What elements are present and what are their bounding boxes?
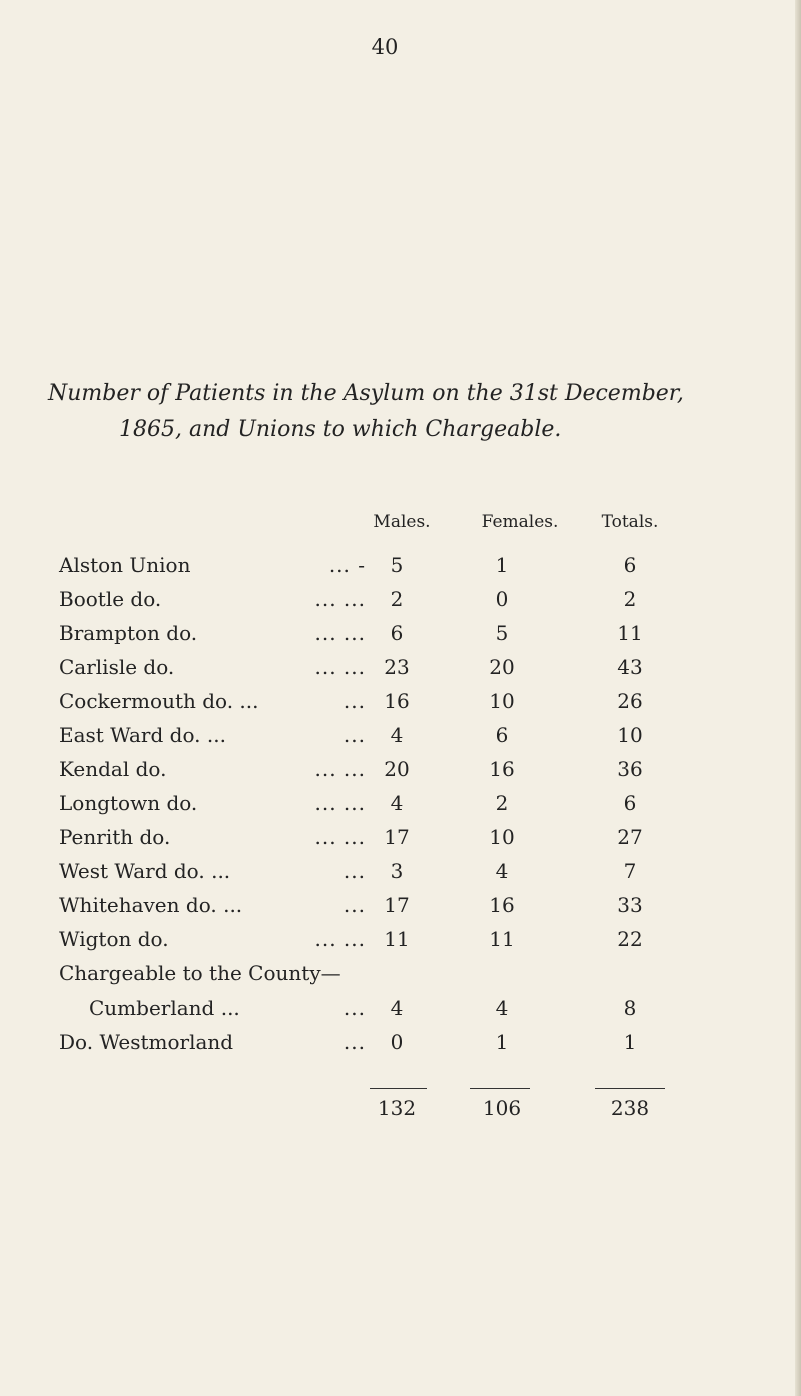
leader-dots: ...: [343, 1030, 366, 1054]
union-name: Wigton do.: [59, 927, 169, 951]
males-value: 11: [384, 927, 410, 951]
title-line-2: 1865, and Unions to which Chargeable.: [119, 417, 562, 442]
chargeable-heading: Chargeable to the County—: [59, 961, 341, 985]
totals-value: 11: [617, 621, 643, 645]
totals-value: 2: [623, 587, 637, 611]
table-row: [0, 621, 801, 655]
table-row: [0, 927, 801, 961]
sum-rule-totals: [595, 1088, 665, 1089]
males-value: 20: [384, 757, 410, 781]
table-title: [48, 376, 788, 448]
totals-value: 33: [617, 893, 643, 917]
females-value: 5: [495, 621, 509, 645]
totals-value: 6: [623, 553, 637, 577]
females-value: 4: [495, 996, 509, 1020]
table-row: [0, 689, 801, 723]
males-value: 5: [390, 553, 404, 577]
females-value: 16: [489, 893, 515, 917]
union-name: Cockermouth do. ...: [59, 689, 259, 713]
union-name: East Ward do. ...: [59, 723, 226, 747]
title-line-1: Number of Patients in the Asylum on the 31st December,: [48, 381, 684, 406]
total-males: 132: [377, 1096, 417, 1120]
table-row: [0, 587, 801, 621]
grand-total: 238: [610, 1096, 650, 1120]
males-value: 4: [390, 723, 404, 747]
leader-dots: ...: [343, 893, 366, 917]
leader-dots: ... ...: [314, 655, 366, 679]
males-value: 3: [390, 859, 404, 883]
union-name: Longtown do.: [59, 791, 198, 815]
leader-dots: ... ...: [314, 791, 366, 815]
leader-dots: ... ...: [314, 825, 366, 849]
totals-value: 6: [623, 791, 637, 815]
leader-dots: ... ...: [314, 587, 366, 611]
females-value: 1: [495, 1030, 509, 1054]
leader-dots: ...: [343, 996, 366, 1020]
union-name: Penrith do.: [59, 825, 171, 849]
county-name: Cumberland ...: [89, 996, 240, 1020]
union-name: Alston Union: [59, 553, 191, 577]
totals-value: 10: [617, 723, 643, 747]
females-value: 2: [495, 791, 509, 815]
females-value: 11: [489, 927, 515, 951]
males-value: 0: [390, 1030, 404, 1054]
union-name: West Ward do. ...: [59, 859, 231, 883]
union-name: Brampton do.: [59, 621, 198, 645]
table-row: [0, 996, 801, 1030]
males-value: 4: [390, 791, 404, 815]
males-value: 16: [384, 689, 410, 713]
males-value: 2: [390, 587, 404, 611]
header-females: Females.: [481, 512, 559, 532]
sum-rule-males: [370, 1088, 427, 1089]
table-row: [0, 893, 801, 927]
totals-value: 22: [617, 927, 643, 951]
sum-rule-females: [470, 1088, 530, 1089]
totals-value: 43: [617, 655, 643, 679]
females-value: 20: [489, 655, 515, 679]
leader-dots: ... ...: [314, 927, 366, 951]
females-value: 1: [495, 553, 509, 577]
chargeable-heading-row: [0, 961, 801, 995]
union-name: Whitehaven do. ...: [59, 893, 243, 917]
males-value: 4: [390, 996, 404, 1020]
page-number: 40: [371, 35, 399, 59]
males-value: 6: [390, 621, 404, 645]
females-value: 4: [495, 859, 509, 883]
leader-dots: ... ...: [314, 757, 366, 781]
union-name: Kendal do.: [59, 757, 167, 781]
table-row: [0, 553, 801, 587]
females-value: 0: [495, 587, 509, 611]
leader-dots: ...: [343, 723, 366, 747]
females-value: 10: [489, 825, 515, 849]
males-value: 23: [384, 655, 410, 679]
table-row: [0, 825, 801, 859]
total-females: 106: [482, 1096, 522, 1120]
header-totals: Totals.: [601, 512, 659, 532]
males-value: 17: [384, 825, 410, 849]
females-value: 6: [495, 723, 509, 747]
table-row: [0, 1030, 801, 1064]
totals-value: 36: [617, 757, 643, 781]
leader-dots: ...: [343, 859, 366, 883]
females-value: 16: [489, 757, 515, 781]
union-name: Bootle do.: [59, 587, 162, 611]
county-name: Do. Westmorland: [59, 1030, 234, 1054]
table-row: [0, 757, 801, 791]
union-name: Carlisle do.: [59, 655, 175, 679]
totals-value: 27: [617, 825, 643, 849]
table-row: [0, 723, 801, 757]
leader-dots: ... -: [328, 553, 366, 577]
totals-value: 7: [623, 859, 637, 883]
grand-totals-row: [0, 1096, 801, 1130]
leader-dots: ... ...: [314, 621, 366, 645]
header-males: Males.: [373, 512, 431, 532]
totals-value: 1: [623, 1030, 637, 1054]
table-row: [0, 791, 801, 825]
table-row: [0, 859, 801, 893]
males-value: 17: [384, 893, 410, 917]
table-row: [0, 655, 801, 689]
leader-dots: ...: [343, 689, 366, 713]
totals-value: 8: [623, 996, 637, 1020]
females-value: 10: [489, 689, 515, 713]
totals-value: 26: [617, 689, 643, 713]
